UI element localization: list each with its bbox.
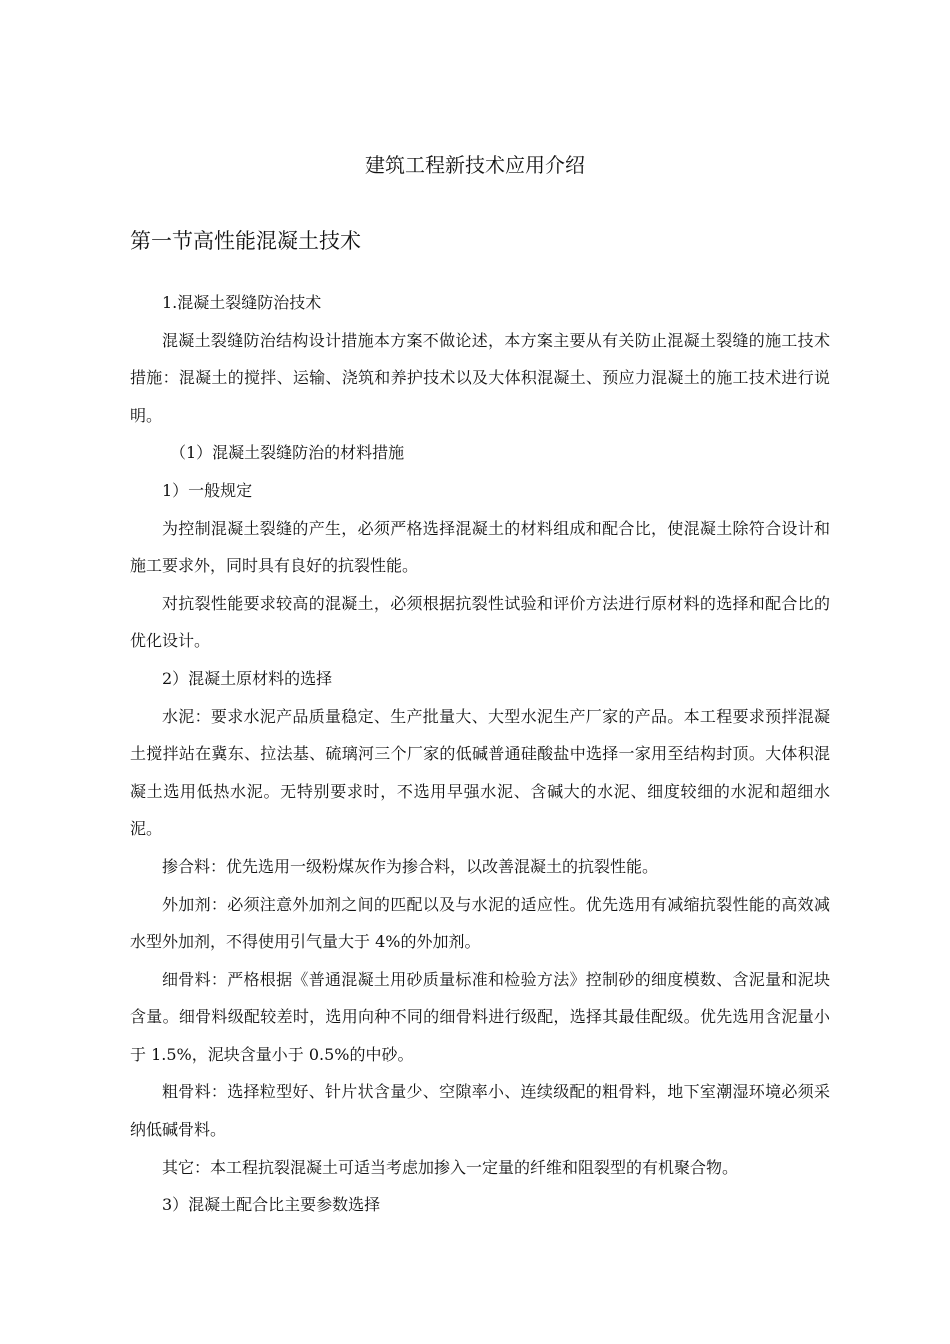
paragraph: 外加剂：必须注意外加剂之间的匹配以及与水泥的适应性。优先选用有减缩抗裂性能的高效减水型外加剂，不得使用引气量大于 4%的外加剂。 [130,894,830,952]
paragraph: 为控制混凝土裂缝的产生，必须严格选择混凝土的材料组成和配合比，使混凝土除符合设计和施工要求外，同时具有良好的抗裂性能。 [130,518,830,576]
document-title: 建筑工程新技术应用介绍 [365,153,585,177]
paragraph: 对抗裂性能要求较高的混凝土，必须根据抗裂性试验和评价方法进行原材料的选择和配合比的优化设计。 [130,593,830,651]
section-heading: 第一节高性能混凝土技术 [130,229,361,253]
paragraph: 粗骨料：选择粒型好、针片状含量少、空隙率小、连续级配的粗骨料，地下室潮湿环境必须采纳低碱骨料。 [130,1082,830,1140]
paragraph-subheading: 1）一般规定 [162,480,253,500]
paragraph-subheading: 3）混凝土配合比主要参数选择 [162,1195,381,1215]
paragraph: 掺合料：优先选用一级粉煤灰作为掺合料，以改善混凝土的抗裂性能。 [162,856,659,876]
paragraph-subheading: 2）混凝土原材料的选择 [162,668,333,688]
paragraph: 细骨料：严格根据《普通混凝土用砂质量标准和检验方法》控制砂的细度模数、含泥量和泥块含量。细骨料级配较差时，选用向种不同的细骨料进行级配，选择其最佳配级。优先选用含泥量小于 1.5%，泥块含量小于 0.5%的中砂。 [130,969,830,1064]
paragraph: 水泥：要求水泥产品质量稳定、生产批量大、大型水泥生产厂家的产品。本工程要求预拌混凝土搅拌站在冀东、拉法基、硫璃河三个厂家的低碱普通硅酸盐中选择一家用至结构封顶。大体积混凝土选用低热水泥。无特别要求时，不选用早强水泥、含碱大的水泥、细度较细的水泥和超细水泥。 [130,706,830,839]
paragraph-item-heading: 1.混凝土裂缝防治技术 [162,293,322,312]
document-body [130,284,830,1224]
paragraph: 其它：本工程抗裂混凝土可适当考虑加掺入一定量的纤维和阻裂型的有机聚合物。 [162,1157,739,1177]
paragraph-subheading: （1）混凝土裂缝防治的材料措施 [170,443,405,463]
paragraph: 混凝土裂缝防治结构设计措施本方案不做论述，本方案主要从有关防止混凝土裂缝的施工技术措施：混凝土的搅拌、运输、浇筑和养护技术以及大体积混凝土、预应力混凝土的施工技术进行说明。 [130,330,830,425]
